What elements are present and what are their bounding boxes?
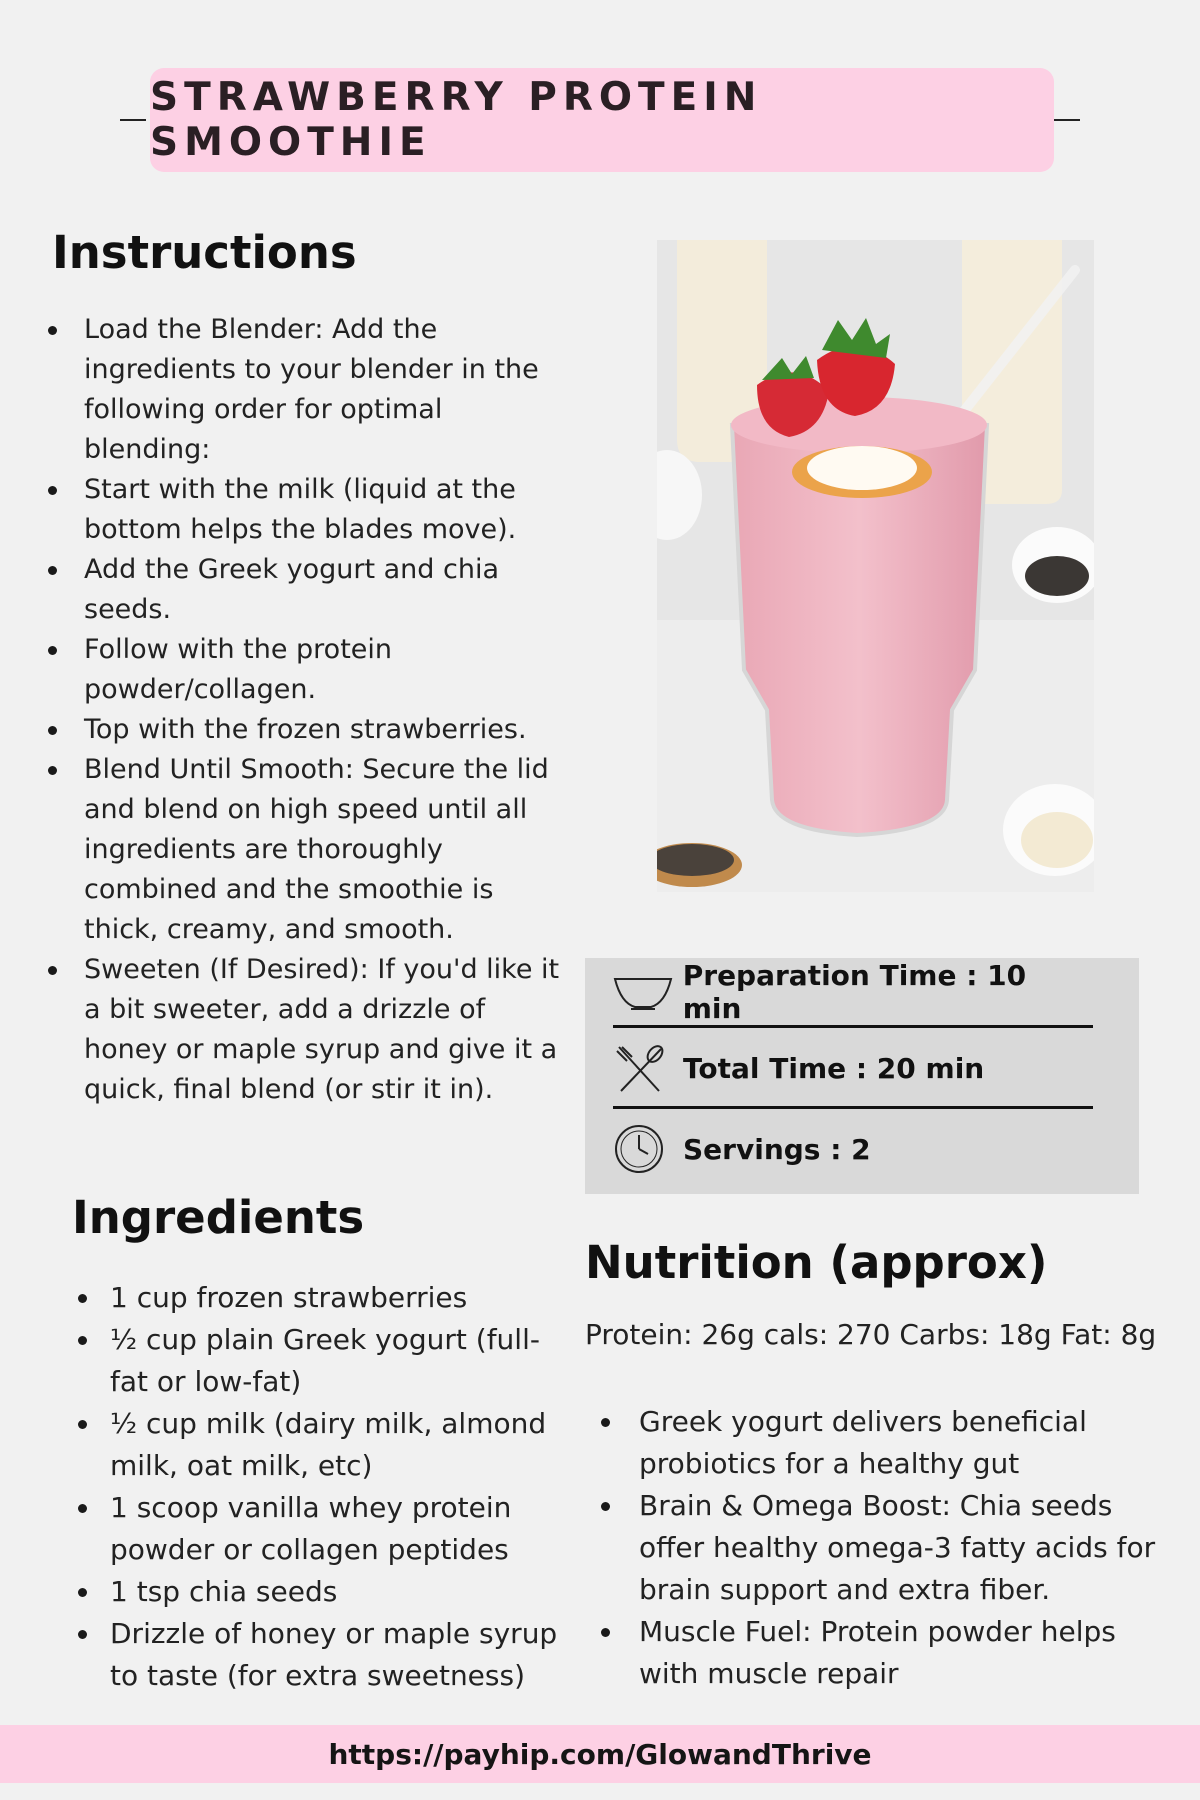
title-rule-right bbox=[1054, 119, 1080, 121]
benefit-item: Brain & Omega Boost: Chia seeds offer healthy omega-3 fatty acids for brain support and extra fiber. bbox=[595, 1485, 1175, 1611]
total-time-row bbox=[613, 1031, 1093, 1109]
total-time: Total Time : 20 min bbox=[683, 1052, 985, 1085]
fork-spoon-icon bbox=[613, 1044, 683, 1094]
ingredient-item: ½ cup plain Greek yogurt (full-fat or low-fat) bbox=[66, 1319, 566, 1403]
clock-icon bbox=[613, 1124, 683, 1174]
bowl-icon bbox=[613, 967, 683, 1017]
instructions-heading: Instructions bbox=[52, 226, 357, 279]
instructions-list bbox=[40, 310, 560, 1110]
smoothie-illustration bbox=[657, 240, 1094, 892]
nutrition-summary: Protein: 26g cals: 270 Carbs: 18g Fat: 8g bbox=[585, 1318, 1157, 1351]
time-info-box bbox=[585, 958, 1139, 1194]
title-banner bbox=[120, 68, 1080, 172]
ingredient-item: ½ cup milk (dairy milk, almond milk, oat milk, etc) bbox=[66, 1403, 566, 1487]
ingredient-item: 1 scoop vanilla whey protein powder or collagen peptides bbox=[66, 1487, 566, 1571]
page-title: STRAWBERRY PROTEIN SMOOTHIE bbox=[150, 75, 763, 165]
ingredients-heading: Ingredients bbox=[72, 1191, 365, 1244]
footer-link[interactable]: https://payhip.com/GlowandThrive bbox=[328, 1737, 872, 1771]
servings-row bbox=[613, 1112, 1093, 1186]
ingredient-item: Drizzle of honey or maple syrup to taste (for extra sweetness) bbox=[66, 1613, 566, 1697]
title-rule-left bbox=[120, 119, 146, 121]
ingredients-list bbox=[66, 1277, 566, 1697]
instruction-item: Add the Greek yogurt and chia seeds. bbox=[40, 550, 560, 630]
instruction-item: Blend Until Smooth: Secure the lid and blend on high speed until all ingredients are thoroughly combined and the smoothie is thick, creamy, and smooth. bbox=[40, 750, 560, 950]
instruction-item: Top with the frozen strawberries. bbox=[40, 710, 560, 750]
footer-bar bbox=[0, 1725, 1200, 1783]
ingredient-item: 1 tsp chia seeds bbox=[66, 1571, 566, 1613]
title-box bbox=[150, 68, 1054, 172]
benefit-item: Greek yogurt delivers beneficial probiotics for a healthy gut bbox=[595, 1401, 1175, 1485]
servings: Servings : 2 bbox=[683, 1132, 871, 1166]
ingredient-item: 1 cup frozen strawberries bbox=[66, 1277, 566, 1319]
smoothie-photo bbox=[657, 240, 1094, 892]
prep-time-row bbox=[613, 958, 1093, 1028]
benefit-item: Muscle Fuel: Protein powder helps with muscle repair bbox=[595, 1611, 1175, 1695]
instruction-item: Start with the milk (liquid at the bottom helps the blades move). bbox=[40, 470, 560, 550]
instruction-item: Follow with the protein powder/collagen. bbox=[40, 630, 560, 710]
instruction-item: Sweeten (If Desired): If you'd like it a bit sweeter, add a drizzle of honey or maple syrup and give it a quick, final blend (or stir it in). bbox=[40, 950, 560, 1110]
nutrition-benefits-list bbox=[595, 1401, 1175, 1695]
nutrition-heading: Nutrition (approx) bbox=[585, 1236, 1048, 1289]
prep-time: Preparation Time : 10 min bbox=[682, 958, 1027, 1025]
instruction-item: Load the Blender: Add the ingredients to your blender in the following order for optimal blending: bbox=[40, 310, 560, 470]
